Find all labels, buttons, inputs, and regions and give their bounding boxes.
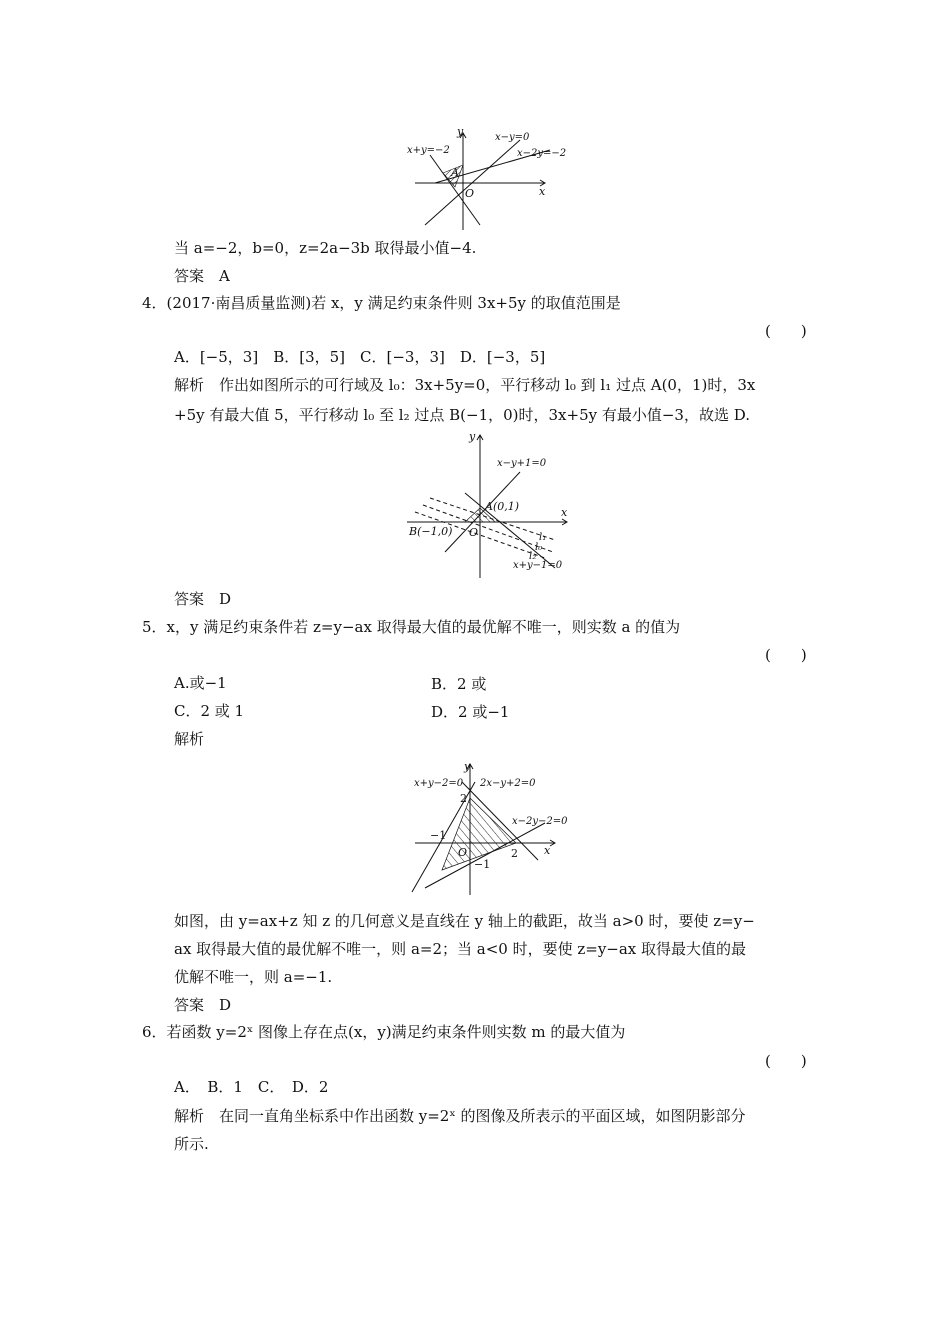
fig2-line-bottom-label: x+y−1=0 — [513, 560, 563, 571]
q4-stem: 4．(2017·南昌质量监测)若 x，y 满足约束条件则 3x+5y 的取值范围是 — [142, 294, 621, 312]
q4-options: A．[−5，3] B．[3，5] C．[−3，3] D．[−3，5] — [174, 348, 546, 366]
fig1-point-a-label: A — [451, 166, 459, 179]
q5-answer-paren: ( ) — [765, 646, 807, 664]
figure-1-graph — [405, 125, 585, 235]
fig3-line-b-label: 2x−y+2=0 — [480, 778, 536, 789]
fig2-l2-label: l₂ — [529, 551, 537, 562]
fig2-x-label: x — [561, 506, 568, 519]
fig3-tick-x2: 2 — [511, 847, 518, 860]
q5-analysis-label: 解析 — [174, 730, 205, 748]
fig3-tick-y2: 2 — [460, 792, 467, 805]
fig2-y-label: y — [469, 430, 476, 443]
fig2-l0-label: l₀ — [535, 542, 543, 553]
fig2-line-top-label: x−y+1=0 — [497, 458, 547, 469]
fig3-x-label: x — [544, 844, 551, 857]
q5-option-b: B．2 或 — [431, 675, 487, 693]
q5-stem: 5．x，y 满足约束条件若 z=y−ax 取得最大值的最优解不唯一，则实数 a 的值为 — [142, 618, 681, 636]
fig3-tick-xm1: −1 — [430, 829, 447, 842]
fig1-y-label: y — [457, 125, 464, 138]
fig1-origin-label: O — [465, 187, 475, 200]
q3-conclusion: 当 a=−2，b=0，z=2a−3b 取得最小值−4. — [174, 239, 477, 257]
q5-option-a: A.或−1 — [174, 674, 227, 692]
q5-analysis-line-3: 优解不唯一，则 a=−1. — [174, 968, 333, 986]
fig2-point-a-label: A(0,1) — [485, 500, 520, 513]
q4-answer-paren: ( ) — [765, 322, 807, 340]
fig1-line-b-label: x−y=0 — [495, 132, 530, 143]
q5-analysis-line-1: 如图，由 y=ax+z 知 z 的几何意义是直线在 y 轴上的截距，故当 a>0 时，要使 z=y− — [174, 912, 755, 930]
q4-answer: 答案 D — [174, 590, 232, 608]
fig3-tick-ym1: −1 — [474, 858, 491, 871]
fig3-y-label: y — [464, 760, 471, 773]
q4-analysis-line-2: +5y 有最大值 5，平行移动 l₀ 至 l₂ 过点 B(−1，0)时，3x+5y 有最小值−3，故选 D. — [174, 406, 751, 424]
q3-answer: 答案 A — [174, 267, 230, 285]
fig2-point-b-label: B(−1,0) — [409, 525, 453, 538]
q5-answer: 答案 D — [174, 996, 232, 1014]
q5-option-c: C．2 或 1 — [174, 702, 245, 720]
figure-3-graph — [410, 760, 580, 900]
fig1-line-c-label: x−2y=−2 — [517, 148, 567, 159]
figure-2-graph — [405, 430, 575, 580]
q6-analysis-line-2: 所示. — [174, 1135, 209, 1153]
fig2-origin-label: O — [469, 526, 479, 539]
fig1-line-a-label: x+y=−2 — [407, 145, 450, 156]
fig1-x-label: x — [539, 185, 546, 198]
fig3-origin-label: O — [458, 846, 468, 859]
fig2-l1-label: l₁ — [539, 532, 547, 543]
q5-analysis-line-2: ax 取得最大值的最优解不唯一，则 a=2；当 a<0 时，要使 z=y−ax 取得最大值的最 — [174, 940, 747, 958]
q5-option-d: D．2 或−1 — [431, 703, 510, 721]
q6-answer-paren: ( ) — [765, 1052, 807, 1070]
q6-options: A． B．1 C． D．2 — [174, 1078, 329, 1096]
fig3-line-a-label: x+y−2=0 — [414, 778, 464, 789]
q4-analysis-line-1: 解析 作出如图所示的可行域及 l₀：3x+5y=0，平行移动 l₀ 到 l₁ 过点 A(0，1)时，3x — [174, 376, 756, 394]
fig3-line-c-label: x−2y−2=0 — [512, 816, 568, 827]
q6-stem: 6．若函数 y=2ˣ 图像上存在点(x，y)满足约束条件则实数 m 的最大值为 — [142, 1023, 626, 1041]
q6-analysis-line-1: 解析 在同一直角坐标系中作出函数 y=2ˣ 的图像及所表示的平面区域，如图阴影部分 — [174, 1107, 746, 1125]
